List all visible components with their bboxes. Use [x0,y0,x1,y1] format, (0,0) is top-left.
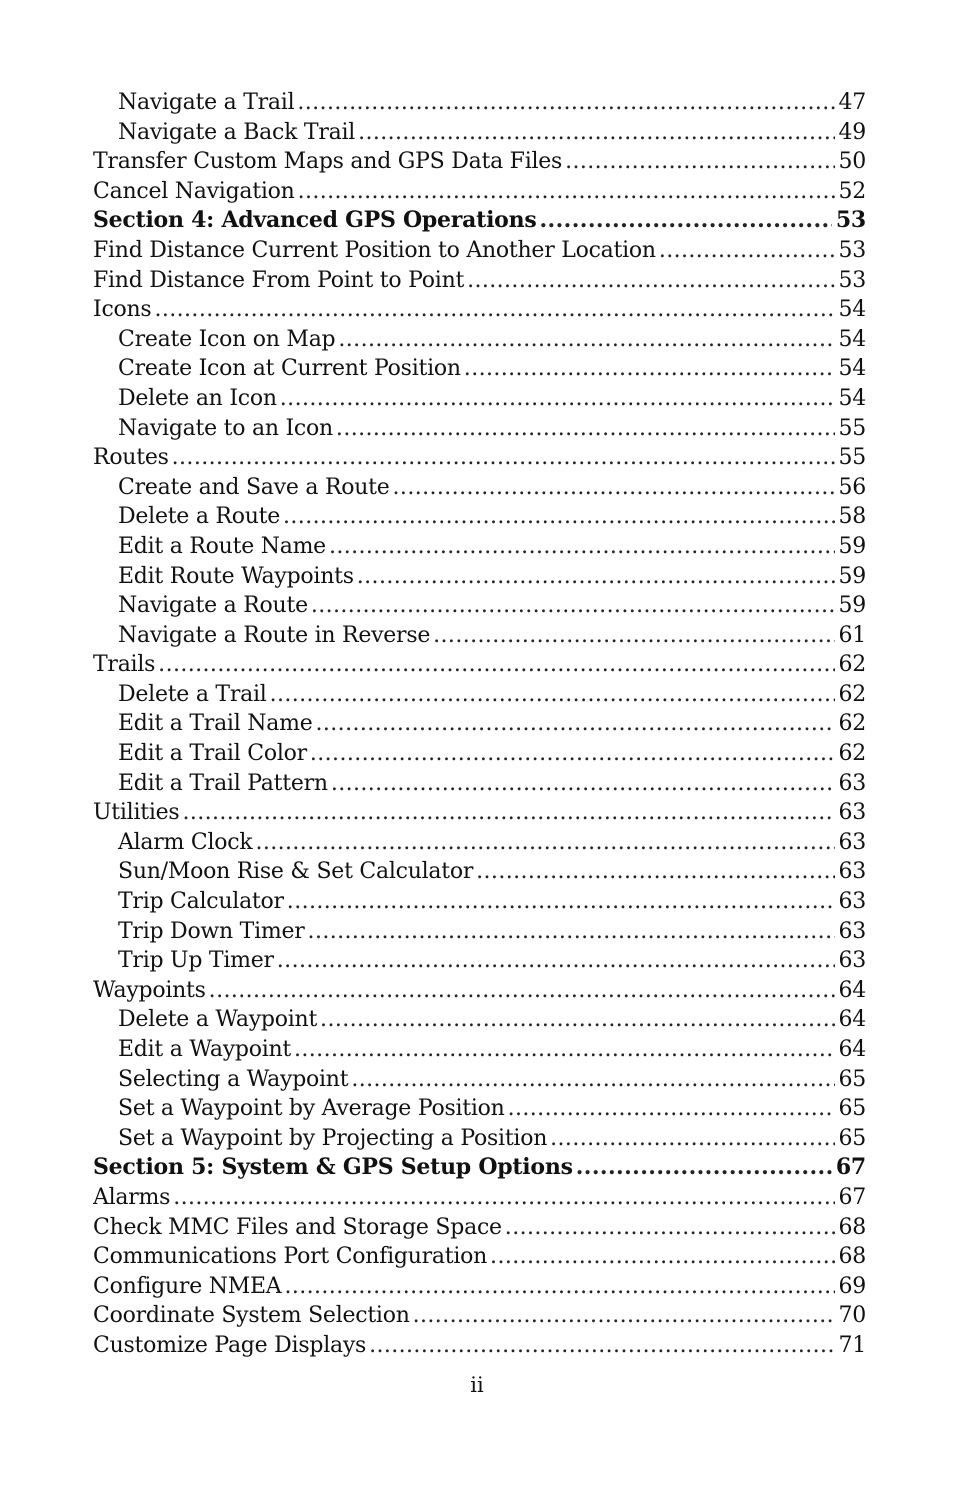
dot-leader [280,384,835,414]
toc-entry-title: Edit a Waypoint [118,1037,291,1062]
toc-entry-title: Routes [93,445,169,471]
dot-leader [284,1272,834,1302]
toc-entry-page: 68 [838,1244,866,1270]
toc-entry-title: Waypoints [93,977,206,1003]
toc-section-heading[interactable] [93,1153,866,1183]
toc-entry[interactable] [93,1005,866,1035]
dot-leader [182,798,834,828]
dot-leader [433,621,834,651]
dot-leader [393,473,835,503]
toc-entry[interactable] [93,118,866,148]
toc-entry[interactable] [93,1272,866,1302]
toc-entry-title: Edit a Trail Name [118,711,313,737]
toc-entry[interactable] [93,1213,866,1243]
dot-leader [270,680,835,710]
dot-leader [158,650,834,680]
toc-entry-page: 59 [838,563,866,589]
dot-leader [277,946,835,976]
dot-leader [490,1242,834,1272]
toc-entry[interactable] [93,1331,866,1361]
toc-entry[interactable] [93,325,866,355]
toc-entry[interactable] [93,887,866,917]
toc-entry-title: Navigate to an Icon [118,415,333,441]
toc-entry[interactable] [93,1035,866,1065]
toc-entry-title: Alarm Clock [118,829,253,855]
toc-entry-page: 62 [838,711,866,737]
toc-entry-page: 63 [838,889,866,915]
dot-leader [413,1301,835,1331]
toc-entry-page: 70 [838,1303,866,1329]
dot-leader [316,709,835,739]
toc-entry-page: 68 [838,1214,866,1240]
toc-entry-page: 54 [838,297,866,323]
toc-entry[interactable] [93,1301,866,1331]
toc-entry-page: 54 [838,356,866,382]
toc-entry[interactable] [93,236,866,266]
toc-entry[interactable] [93,1065,866,1095]
toc-entry-page: 59 [838,593,866,619]
toc-entry[interactable] [93,798,866,828]
toc-entry-title: Customize Page Displays [93,1332,367,1358]
toc-entry-page: 65 [838,1125,866,1151]
toc-entry[interactable] [93,414,866,444]
toc-entry[interactable] [93,88,866,118]
toc-entry-title: Alarms [93,1184,171,1210]
toc-entry-page: 62 [838,652,866,678]
toc-entry-page: 64 [838,1007,866,1033]
toc-entry-title: Create Icon on Map [118,326,336,352]
toc-entry[interactable] [93,591,866,621]
dot-leader [550,1124,834,1154]
dot-leader [331,769,835,799]
dot-leader [576,1153,832,1183]
toc-entry[interactable] [93,917,866,947]
dot-leader [659,236,835,266]
dot-leader [464,354,835,384]
dot-leader [336,414,835,444]
toc-entry-page: 63 [838,859,866,885]
dot-leader [320,1005,834,1035]
toc-entry-page: 59 [838,533,866,559]
toc-entry-page: 53 [835,207,866,234]
toc-entry[interactable] [93,621,866,651]
dot-leader [209,976,835,1006]
toc-entry-title: Edit a Trail Color [118,741,307,767]
toc-entry-title: Trails [93,652,156,678]
toc-entry[interactable] [93,857,866,887]
toc-entry-title: Edit a Route Name [118,533,326,559]
toc-entry-title: Section 4: Advanced GPS Operations [93,207,537,234]
toc-entry-page: 61 [838,622,866,648]
toc-entry[interactable] [93,532,866,562]
dot-leader [297,88,834,118]
toc-entry-title: Navigate a Back Trail [118,119,356,145]
dot-leader [283,502,834,532]
toc-entry-page: 63 [838,770,866,796]
dot-leader [308,917,835,947]
dot-leader [255,828,834,858]
toc-entry-title: Delete a Route [118,504,281,530]
toc-entry[interactable] [93,828,866,858]
toc-entry-page: 53 [838,267,866,293]
toc-entry-title: Configure NMEA [93,1273,282,1299]
toc-entry-title: Create Icon at Current Position [118,356,461,382]
toc-entry-page: 58 [838,504,866,530]
toc-entry-title: Set a Waypoint by Projecting a Position [118,1125,548,1151]
toc-entry-title: Find Distance From Point to Point [93,267,465,293]
toc-entry-page: 49 [838,119,866,145]
toc-entry-title: Cancel Navigation [93,178,295,204]
toc-entry-page: 65 [838,1096,866,1122]
toc-entry-title: Trip Calculator [118,889,284,915]
toc-entry-title: Navigate a Trail [118,90,295,115]
toc-entry[interactable] [93,295,866,325]
dot-leader [476,857,834,887]
toc-entry-page: 64 [838,977,866,1003]
page-number: ii [470,1373,484,1397]
dot-leader [329,532,835,562]
dot-leader [338,325,834,355]
table-of-contents [93,88,866,1361]
toc-entry[interactable] [93,709,866,739]
dot-leader [505,1213,835,1243]
toc-entry-title: Edit a Trail Pattern [118,770,328,796]
dot-leader [539,206,831,236]
toc-entry-title: Transfer Custom Maps and GPS Data Files [93,149,563,175]
toc-entry[interactable] [93,769,866,799]
toc-entry-page: 52 [838,178,866,204]
dot-leader [173,1183,834,1213]
toc-entry-title: Delete a Trail [118,681,267,707]
toc-entry-page: 63 [838,829,866,855]
dot-leader [358,118,834,148]
toc-entry[interactable] [93,147,866,177]
toc-entry[interactable] [93,177,866,207]
toc-entry-title: Section 5: System & GPS Setup Options [93,1154,573,1181]
toc-entry-page: 63 [838,800,866,826]
toc-entry[interactable] [93,680,866,710]
toc-entry-page: 62 [838,741,866,767]
toc-entry-title: Delete a Waypoint [118,1007,318,1033]
toc-entry-title: Utilities [93,800,180,826]
toc-entry-page: 63 [838,918,866,944]
dot-leader [172,443,835,473]
toc-entry-page: 65 [838,1066,866,1092]
toc-entry[interactable] [93,1124,866,1154]
toc-entry-title: Navigate a Route [118,593,308,619]
toc-entry-page: 55 [838,415,866,441]
toc-entry-page: 53 [838,237,866,263]
toc-entry-title: Delete an Icon [118,385,277,411]
toc-entry-title: Navigate a Route in Reverse [118,622,431,648]
toc-section-heading[interactable] [93,206,866,236]
toc-entry[interactable] [93,1183,866,1213]
toc-entry-page: 54 [838,385,866,411]
dot-leader [154,295,834,325]
dot-leader [294,1035,835,1065]
dot-leader [357,562,835,592]
toc-entry-title: Sun/Moon Rise & Set Calculator [118,859,474,885]
toc-entry[interactable] [93,739,866,769]
toc-entry[interactable] [93,384,866,414]
toc-entry[interactable] [93,354,866,384]
toc-entry-page: 63 [838,948,866,974]
toc-entry-page: 47 [838,90,866,115]
dot-leader [310,739,835,769]
dot-leader [508,1094,835,1124]
toc-entry-title: Coordinate System Selection [93,1303,410,1329]
toc-entry-page: 50 [838,149,866,175]
toc-entry[interactable] [93,266,866,296]
dot-leader [565,147,834,177]
toc-entry-title: Trip Up Timer [118,948,274,974]
toc-entry-title: Edit Route Waypoints [118,563,354,589]
toc-entry[interactable] [93,502,866,532]
toc-entry-page: 54 [838,326,866,352]
toc-entry-page: 62 [838,681,866,707]
toc-entry[interactable] [93,946,866,976]
dot-leader [287,887,835,917]
toc-entry[interactable] [93,1094,866,1124]
toc-entry[interactable] [93,976,866,1006]
dot-leader [369,1331,834,1361]
toc-entry-page: 64 [838,1037,866,1062]
toc-entry-page: 67 [838,1184,866,1210]
toc-entry-title: Create and Save a Route [118,474,390,500]
toc-entry-title: Selecting a Waypoint [118,1066,349,1092]
toc-entry-title: Check MMC Files and Storage Space [93,1214,502,1240]
toc-entry-title: Icons [93,297,152,323]
toc-entry-title: Trip Down Timer [118,918,305,944]
toc-entry-title: Find Distance Current Position to Another Location [93,237,656,263]
dot-leader [311,591,835,621]
dot-leader [298,177,835,207]
toc-entry[interactable] [93,562,866,592]
toc-entry-page: 55 [838,445,866,471]
toc-entry[interactable] [93,443,866,473]
toc-entry-page: 71 [838,1332,866,1358]
toc-entry-title: Set a Waypoint by Average Position [118,1096,505,1122]
dot-leader [467,266,834,296]
toc-entry-page: 69 [838,1273,866,1299]
toc-entry-page: 67 [835,1154,866,1181]
toc-entry-page: 56 [838,474,866,500]
toc-entry[interactable] [93,473,866,503]
dot-leader [351,1065,834,1095]
toc-entry-title: Communications Port Configuration [93,1244,488,1270]
toc-entry[interactable] [93,1242,866,1272]
toc-entry[interactable] [93,650,866,680]
